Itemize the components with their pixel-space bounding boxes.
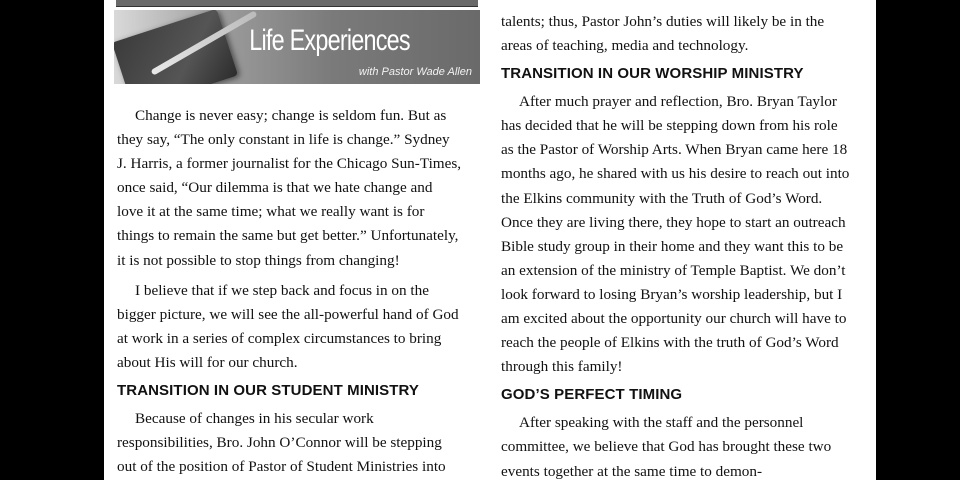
paragraph-worship-ministry: After much prayer and reflection, Bro. Bryan Taylor has decided that he will be stepping down from his role as the Pastor of Worship Arts. When Bryan came here 18 months ago, he shared with us his desire to reach out into the Elkins community with the Truth of God’s Word. Once they are living there, they hope to start an outreach Bible study group in their home and they want this to be an extension of the ministry of Temple Baptist. We don’t look forward to losing Bryan’s worship leadership, but I am excited about the opportunity our church will have to reach the people of Elkins with the truth of God’s Word through this family!: [501, 93, 850, 376]
left-column: [117, 104, 462, 479]
newsletter-page: [104, 0, 876, 480]
paragraph-intro: Change is never easy; change is seldom fun. But as they say, “The only constant in life is change.” Sydney J. Harris, a former journalist for the Chicago Sun-Times, once said, “Our dilemma is that we hate change and love it at the same time; what we really want is for things to remain the same but get better.” Unfortunately, it is not possible to stop things from changing!: [117, 107, 462, 269]
banner-title: Life Experiences: [249, 24, 410, 57]
heading-student-ministry: TRANSITION IN OUR STUDENT MINISTRY: [117, 382, 420, 400]
paragraph-big-picture: I believe that if we step back and focus in on the bigger picture, we will see the all-powerful hand of God at work in a series of complex circumstances to bring about His will for our church.: [117, 281, 459, 371]
column-banner: [114, 10, 480, 84]
top-rule: [116, 0, 478, 7]
paragraph-continued: talents; thus, Pastor John’s duties will likely be in the areas of teaching, media and technology.: [501, 13, 825, 55]
banner-subtitle: with Pastor Wade Allen: [358, 66, 472, 78]
heading-worship-ministry: TRANSITION IN OUR WORSHIP MINISTRY: [501, 65, 804, 83]
paragraph-perfect-timing: After speaking with the staff and the personnel committee, we believe that God has brought these two events together at the same time to demon-: [501, 414, 832, 480]
notebook-image: [114, 10, 238, 84]
paragraph-student-ministry: Because of changes in his secular work responsibilities, Bro. John O’Connor will be stepping out of the position of Pastor of Student Ministries into: [117, 410, 446, 476]
right-column: [501, 10, 851, 480]
heading-perfect-timing: GOD’S PERFECT TIMING: [501, 386, 683, 404]
